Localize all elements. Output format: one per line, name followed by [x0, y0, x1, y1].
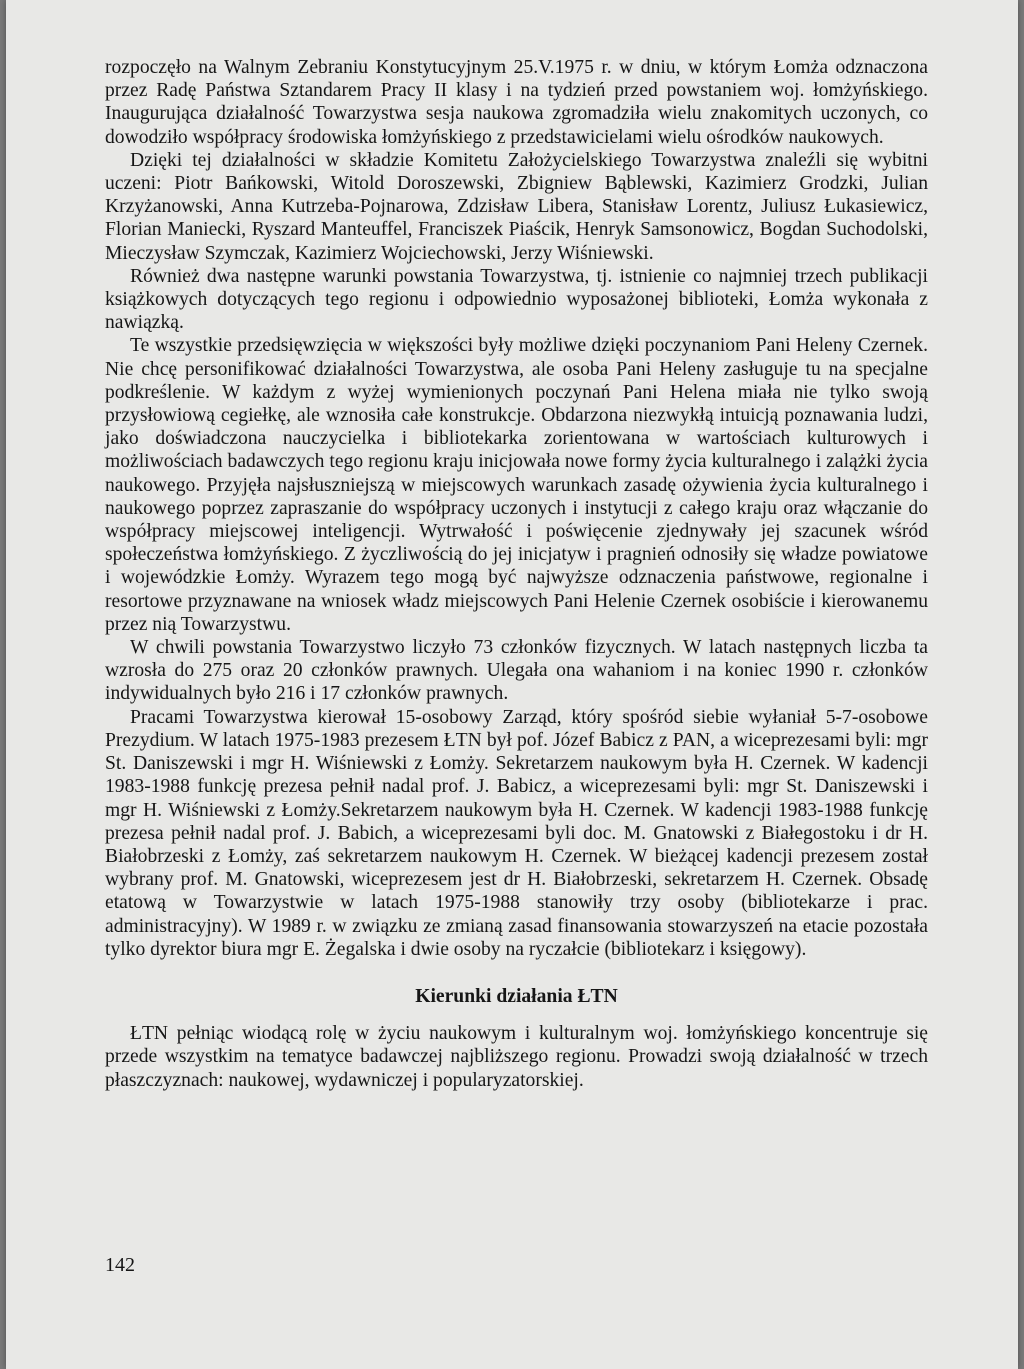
paragraph: rozpoczęło na Walnym Zebraniu Konstytucyjnym 25.V.1975 r. w dniu, w którym Łomża odznaczona przez Radę Państwa Sztandarem Pracy II klasy i na tydzień przed powstaniem woj. łomżyńskiego. Inaugurująca działalność Towarzystwa sesja naukowa zgromadziła wielu znakomitych uczonych, co dowodziło współpracy środowiska łomżyńskiego z przedstawicielami wielu ośrodków naukowych.	[105, 57, 928, 148]
body-text	[105, 56, 928, 1092]
paragraph: ŁTN pełniąc wiodącą rolę w życiu naukowym i kulturalnym woj. łomżyńskiego koncentruje się przede wszystkim na tematyce badawczej najbliższego regionu. Prowadzi swoją działalność w trzech płaszczyznach: naukowej, wydawniczej i popularyzatorskiej.	[105, 1023, 928, 1091]
paragraph: Pracami Towarzystwa kierował 15-osobowy Zarząd, który spośród siebie wyłaniał 5-7-osobowe Prezydium. W latach 1975-1983 prezesem ŁTN był pof. Józef Babicz z PAN, a wiceprezesami byli: mgr St. Daniszewski i mgr H. Wiśniewski z Łomży. Sekretarzem naukowym była H. Czernek. W kadencji 1983-1988 funkcję prezesa pełnił nadal prof. J. Babicz, a wiceprezesami byli: mgr St. Daniszewski i mgr H. Wiśniewski z Łomży.Sekretarzem naukowym była H. Czernek. W kadencji 1983-1988 funkcję prezesa pełnił nadal prof. J. Babich, a wiceprezesami byli doc. M. Gnatowski z Białegostoku i dr H. Białobrzeski z Łomży, zaś sekretarzem naukowym H. Czernek. W bieżącej kadencji prezesem został wybrany prof. M. Gnatowski, wiceprezesem jest dr H. Białobrzeski, sekretarzem H. Czernek. Obsadę etatową w Towarzystwie w latach 1975-1988 stanowiły trzy osoby (bibliotekarze i prac. administracyjny). W 1989 r. w związku ze zmianą zasad finansowania stowarzyszeń na etacie pozostała tylko dyrektor biura mgr E. Żegalska i dwie osoby na ryczałcie (bibliotekarz i księgowy).	[105, 706, 928, 960]
page-number: 142	[105, 1254, 135, 1276]
paragraph: Dzięki tej działalności w składzie Komitetu Założycielskiego Towarzystwa znaleźli się wybitni uczeni: Piotr Bańkowski, Witold Doroszewski, Zbigniew Bąblewski, Kazimierz Grodzki, Julian Krzyżanowski, Anna Kutrzeba-Pojnarowa, Zdzisław Libera, Stanisław Lorentz, Juliusz Łukasiewicz, Florian Maniecki, Ryszard Manteuffel, Franciszek Piaścik, Henryk Samsonowicz, Bogdan Suchodolski, Mieczysław Szymczak, Kazimierz Wojciechowski, Jerzy Wiśniewski.	[105, 149, 928, 264]
paragraph: Te wszystkie przedsięwzięcia w większości były możliwe dzięki poczynaniom Pani Heleny Czernek. Nie chcę personifikować działalności Towarzystwa, ale osoba Pani Heleny zasługuje tu na specjalne podkreślenie. W każdym z wyżej wymienionych poczynań Pani Helena miała nie tylko swoją przysłowiową cegiełkę, ale wznosiła całe konstrukcje. Obdarzona niezwykłą intuicją poznawania ludzi, jako doświadczona nauczycielka i bibliotekarka zorientowana w wartościach kulturowych i możliwościach badawczych tego regionu kraju inicjowała nowe formy życia kulturalnego i zalążki życia naukowego. Przyjęła najsłuszniejszą w miejscowych warunkach zasadę ożywienia życia kulturalnego i naukowego poprzez zapraszanie do współpracy uczonych i instytucji z całego kraju oraz włączanie do współpracy miejscowej inteligencji. Wytrwałość i poświęcenie zjednywały jej szacunek wśród społeczeństwa łomżyńskiego. Z życzliwością do jej inicjatyw i pragnień odnosiły się władze powiatowe i wojewódzkie Łomży. Wyrazem tego mogą być najwyższe odznaczenia państwowe, regionalne i resortowe przyznawane na wniosek władz miejscowych Pani Helenie Czernek osobiście i kierowanemu przez nią Towarzystwu.	[105, 335, 928, 635]
paragraph: W chwili powstania Towarzystwo liczyło 73 członków fizycznych. W latach następnych liczba ta wzrosła do 275 oraz 20 członków prawnych. Ulegała ona wahaniom i na koniec 1990 r. członków indywidualnych było 216 i 17 członków prawnych.	[105, 637, 928, 705]
paragraph: Również dwa następne warunki powstania Towarzystwa, tj. istnienie co najmniej trzech publikacji książkowych dotyczących tego regionu i odpowiednio wyposażonej biblioteki, Łomża wykonała z nawiązką.	[105, 265, 928, 334]
document-page	[6, 0, 1018, 1369]
section-heading: Kierunki działania ŁTN	[415, 985, 618, 1007]
